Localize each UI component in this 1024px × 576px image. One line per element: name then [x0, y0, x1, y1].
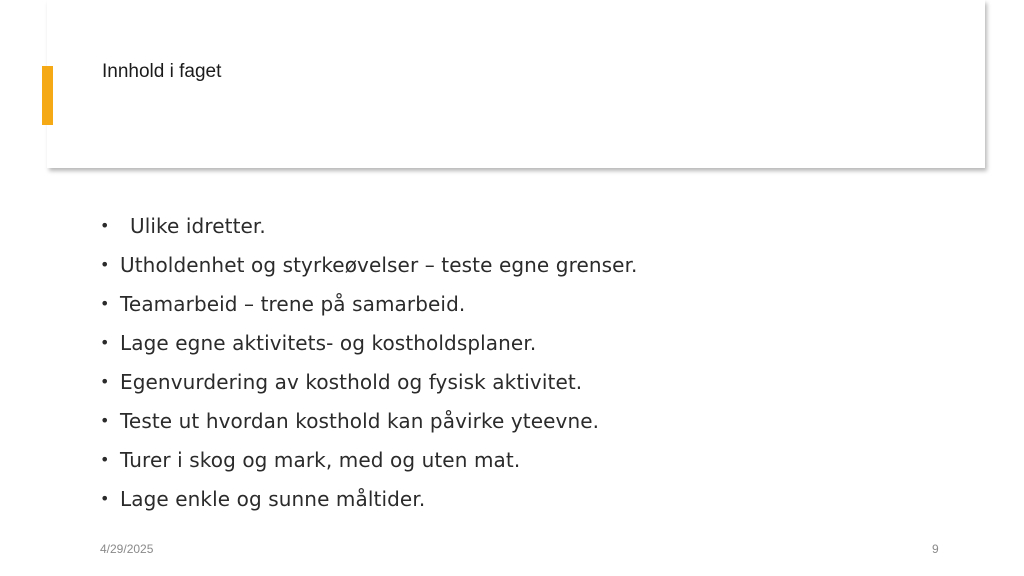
bullet-list [100, 206, 638, 518]
bullet-icon: • [100, 216, 110, 235]
list-item [100, 323, 638, 362]
bullet-icon: • [100, 255, 110, 274]
list-item [100, 479, 638, 518]
list-item [100, 284, 638, 323]
list-item-text: Turer i skog og mark, med og uten mat. [120, 447, 521, 472]
bullet-icon: • [100, 489, 110, 508]
bullet-icon: • [100, 372, 110, 391]
list-item [100, 401, 638, 440]
bullet-icon: • [100, 333, 110, 352]
list-item-text: Egenvurdering av kosthold og fysisk aktivitet. [120, 369, 583, 394]
bullet-icon: • [100, 450, 110, 469]
bullet-icon: • [100, 411, 110, 430]
page-number: 9 [932, 542, 939, 556]
title-card [47, 0, 985, 168]
list-item-text: Lage egne aktivitets- og kostholdsplaner. [120, 330, 537, 355]
list-item [100, 245, 638, 284]
list-item-text: Ulike idretter. [130, 213, 266, 238]
list-item-text: Teste ut hvordan kosthold kan påvirke yteevne. [120, 408, 600, 433]
footer-date: 4/29/2025 [100, 542, 154, 556]
list-item-text: Utholdenhet og styrkeøvelser – teste egne grenser. [120, 252, 638, 277]
accent-bar [42, 66, 53, 125]
list-item-text: Teamarbeid – trene på samarbeid. [120, 291, 466, 316]
list-item-text: Lage enkle og sunne måltider. [120, 486, 426, 511]
list-item [100, 362, 638, 401]
list-item [100, 206, 638, 245]
slide-title: Innhold i faget [102, 61, 222, 82]
list-item [100, 440, 638, 479]
bullet-icon: • [100, 294, 110, 313]
